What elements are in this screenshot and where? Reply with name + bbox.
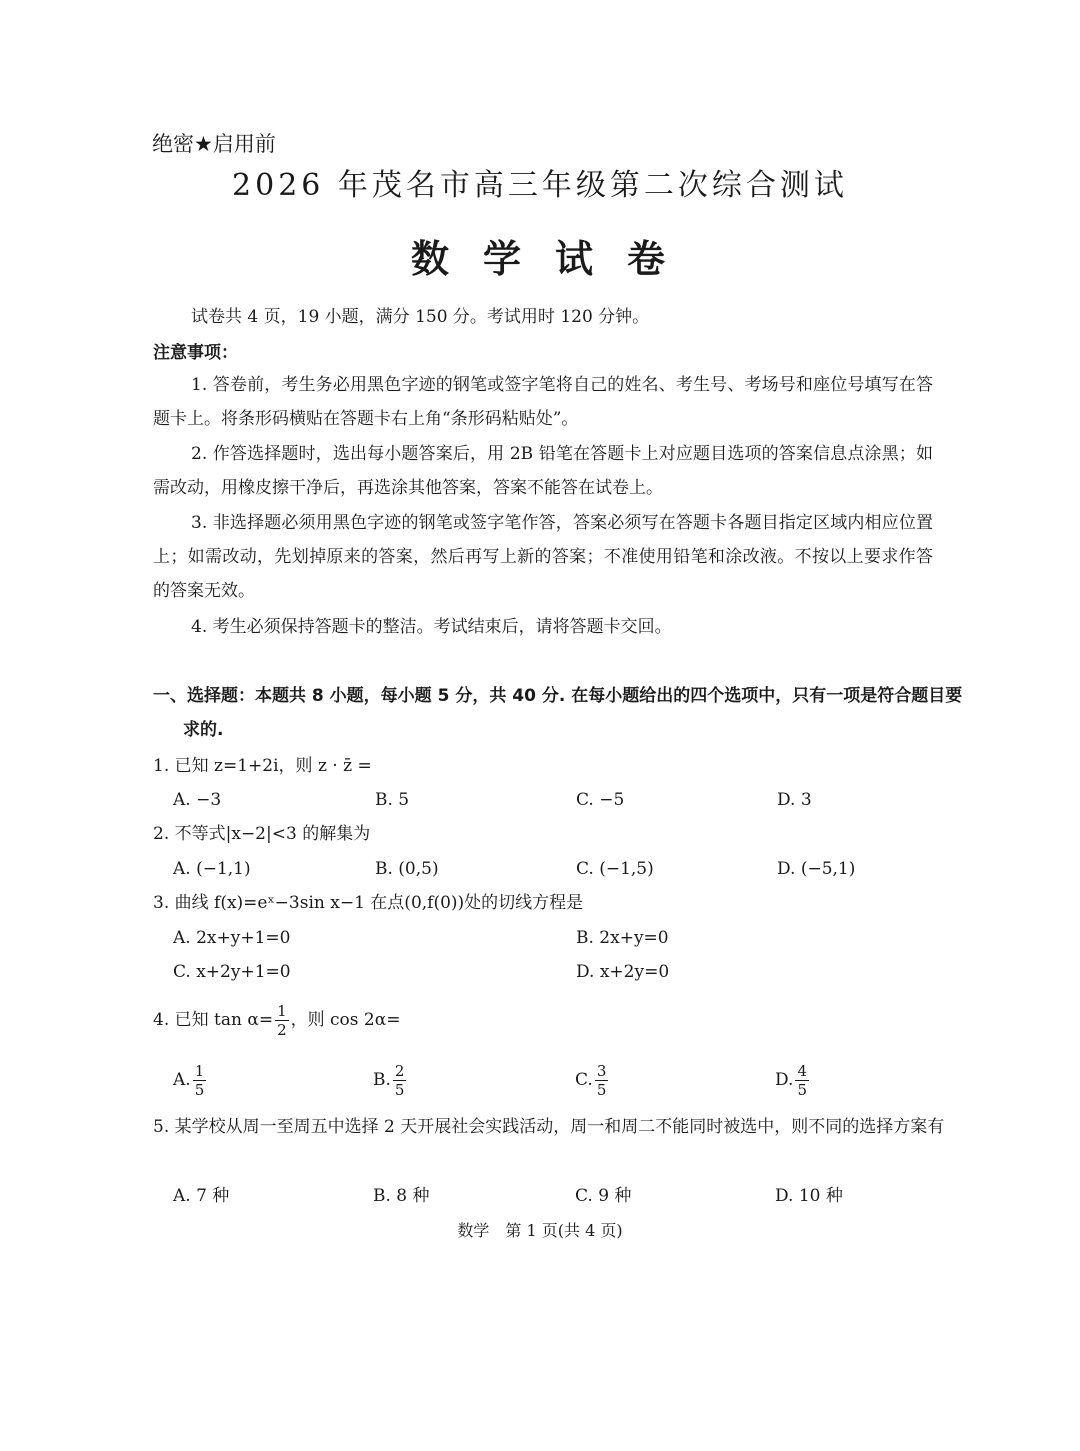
notice-item-2: 2. 作答选择题时，选出每小题答案后，用 2B 铅笔在答题卡上对应题目选项的答案信息点涂黑；如需改动，用橡皮擦干净后，再选涂其他答案，答案不能答在试卷上。: [153, 444, 933, 498]
question-2-option-c: C. (−1,5): [576, 859, 654, 879]
fraction-denominator: 5: [194, 1081, 205, 1099]
option-label: B.: [373, 1070, 391, 1090]
question-5-option-d: D. 10 种: [775, 1186, 843, 1206]
question-4-option-c: [575, 1062, 610, 1099]
question-2-option-b: B. (0,5): [375, 859, 439, 879]
option-label: A.: [173, 1070, 191, 1090]
notice-item-1: 1. 答卷前，考生务必用黑色字迹的钢笔或签字笔将自己的姓名、考生号、考场号和座位号填写在答题卡上。将条形码横贴在答题卡右上角“条形码粘贴处”。: [153, 375, 933, 429]
option-fraction: [595, 1062, 609, 1099]
question-5-option-b: B. 8 种: [373, 1186, 430, 1206]
exam-intro: 试卷共 4 页，19 小题，满分 150 分。考试用时 120 分钟。: [191, 307, 650, 327]
question-3-option-d: D. x+2y=0: [576, 962, 670, 982]
fraction-denominator: 5: [394, 1081, 405, 1099]
fraction-numerator: 2: [394, 1062, 405, 1080]
question-3-option-c: C. x+2y+1=0: [173, 962, 291, 982]
question-3-option-b: B. 2x+y=0: [576, 928, 669, 948]
question-4-option-b: [373, 1062, 408, 1099]
section-heading: 一、选择题：本题共 8 小题，每小题 5 分，共 40 分. 在每小题给出的四个选项中，只有一项是符合题目要求的.: [153, 686, 963, 740]
notice-item-3: 3. 非选择题必须用黑色字迹的钢笔或签字笔作答，答案必须写在答题卡各题目指定区域内相应位置上；如需改动，先划掉原来的答案，然后再写上新的答案；不准使用铅笔和涂改液。不按以上要求作答的答案无效。: [153, 513, 933, 601]
question-4-option-d: [775, 1062, 811, 1099]
question-5-stem: 5. 某学校从周一至周五中选择 2 天开展社会实践活动，周一和周二不能同时被选中，则不同的选择方案有: [153, 1117, 945, 1137]
question-4-stem: [153, 1002, 400, 1039]
question-1-option-c: C. −5: [576, 790, 625, 810]
option-label: D.: [775, 1070, 794, 1090]
question-3-stem: 3. 曲线 f(x)=eˣ−3sin x−1 在点(0,f(0))处的切线方程是: [153, 893, 584, 913]
notice-item-4: 4. 考生必须保持答题卡的整洁。考试结束后，请将答题卡交回。: [191, 617, 672, 637]
option-label: C.: [575, 1070, 593, 1090]
option-fraction: [393, 1062, 407, 1099]
question-4-fraction: [275, 1002, 289, 1039]
exam-title: 2026 年茂名市高三年级第二次综合测试: [232, 168, 848, 203]
question-4-option-a: [173, 1062, 208, 1099]
question-5-option-a: A. 7 种: [173, 1186, 230, 1206]
question-2-stem: 2. 不等式|x−2|<3 的解集为: [153, 824, 371, 844]
question-4-stem-post: ，则 cos 2α=: [290, 1010, 401, 1030]
question-1-option-b: B. 5: [375, 790, 410, 810]
fraction-numerator: 3: [596, 1062, 607, 1080]
fraction-denominator: 2: [277, 1021, 287, 1039]
question-4-stem-pre: 4. 已知 tan α=: [153, 1010, 274, 1030]
question-1-option-a: A. −3: [173, 790, 222, 810]
question-1-option-d: D. 3: [777, 790, 812, 810]
page-footer: 数学 第 1 页(共 4 页): [457, 1221, 623, 1240]
option-fraction: [193, 1062, 207, 1099]
fraction-denominator: 5: [596, 1081, 607, 1099]
classified-label: 绝密★启用前: [152, 132, 276, 156]
option-fraction: [795, 1062, 809, 1099]
question-2-option-a: A. (−1,1): [173, 859, 251, 879]
subject-title: 数学试卷: [410, 236, 699, 281]
notice-heading: 注意事项：: [153, 343, 238, 363]
question-5-option-c: C. 9 种: [575, 1186, 632, 1206]
question-1-stem: 1. 已知 z=1+2i，则 z · z̄ =: [153, 756, 372, 776]
fraction-denominator: 5: [797, 1081, 807, 1099]
question-2-option-d: D. (−5,1): [777, 859, 856, 879]
question-3-option-a: A. 2x+y+1=0: [173, 928, 291, 948]
fraction-numerator: 1: [194, 1062, 205, 1080]
fraction-numerator: 1: [277, 1002, 287, 1020]
fraction-numerator: 4: [797, 1062, 807, 1080]
